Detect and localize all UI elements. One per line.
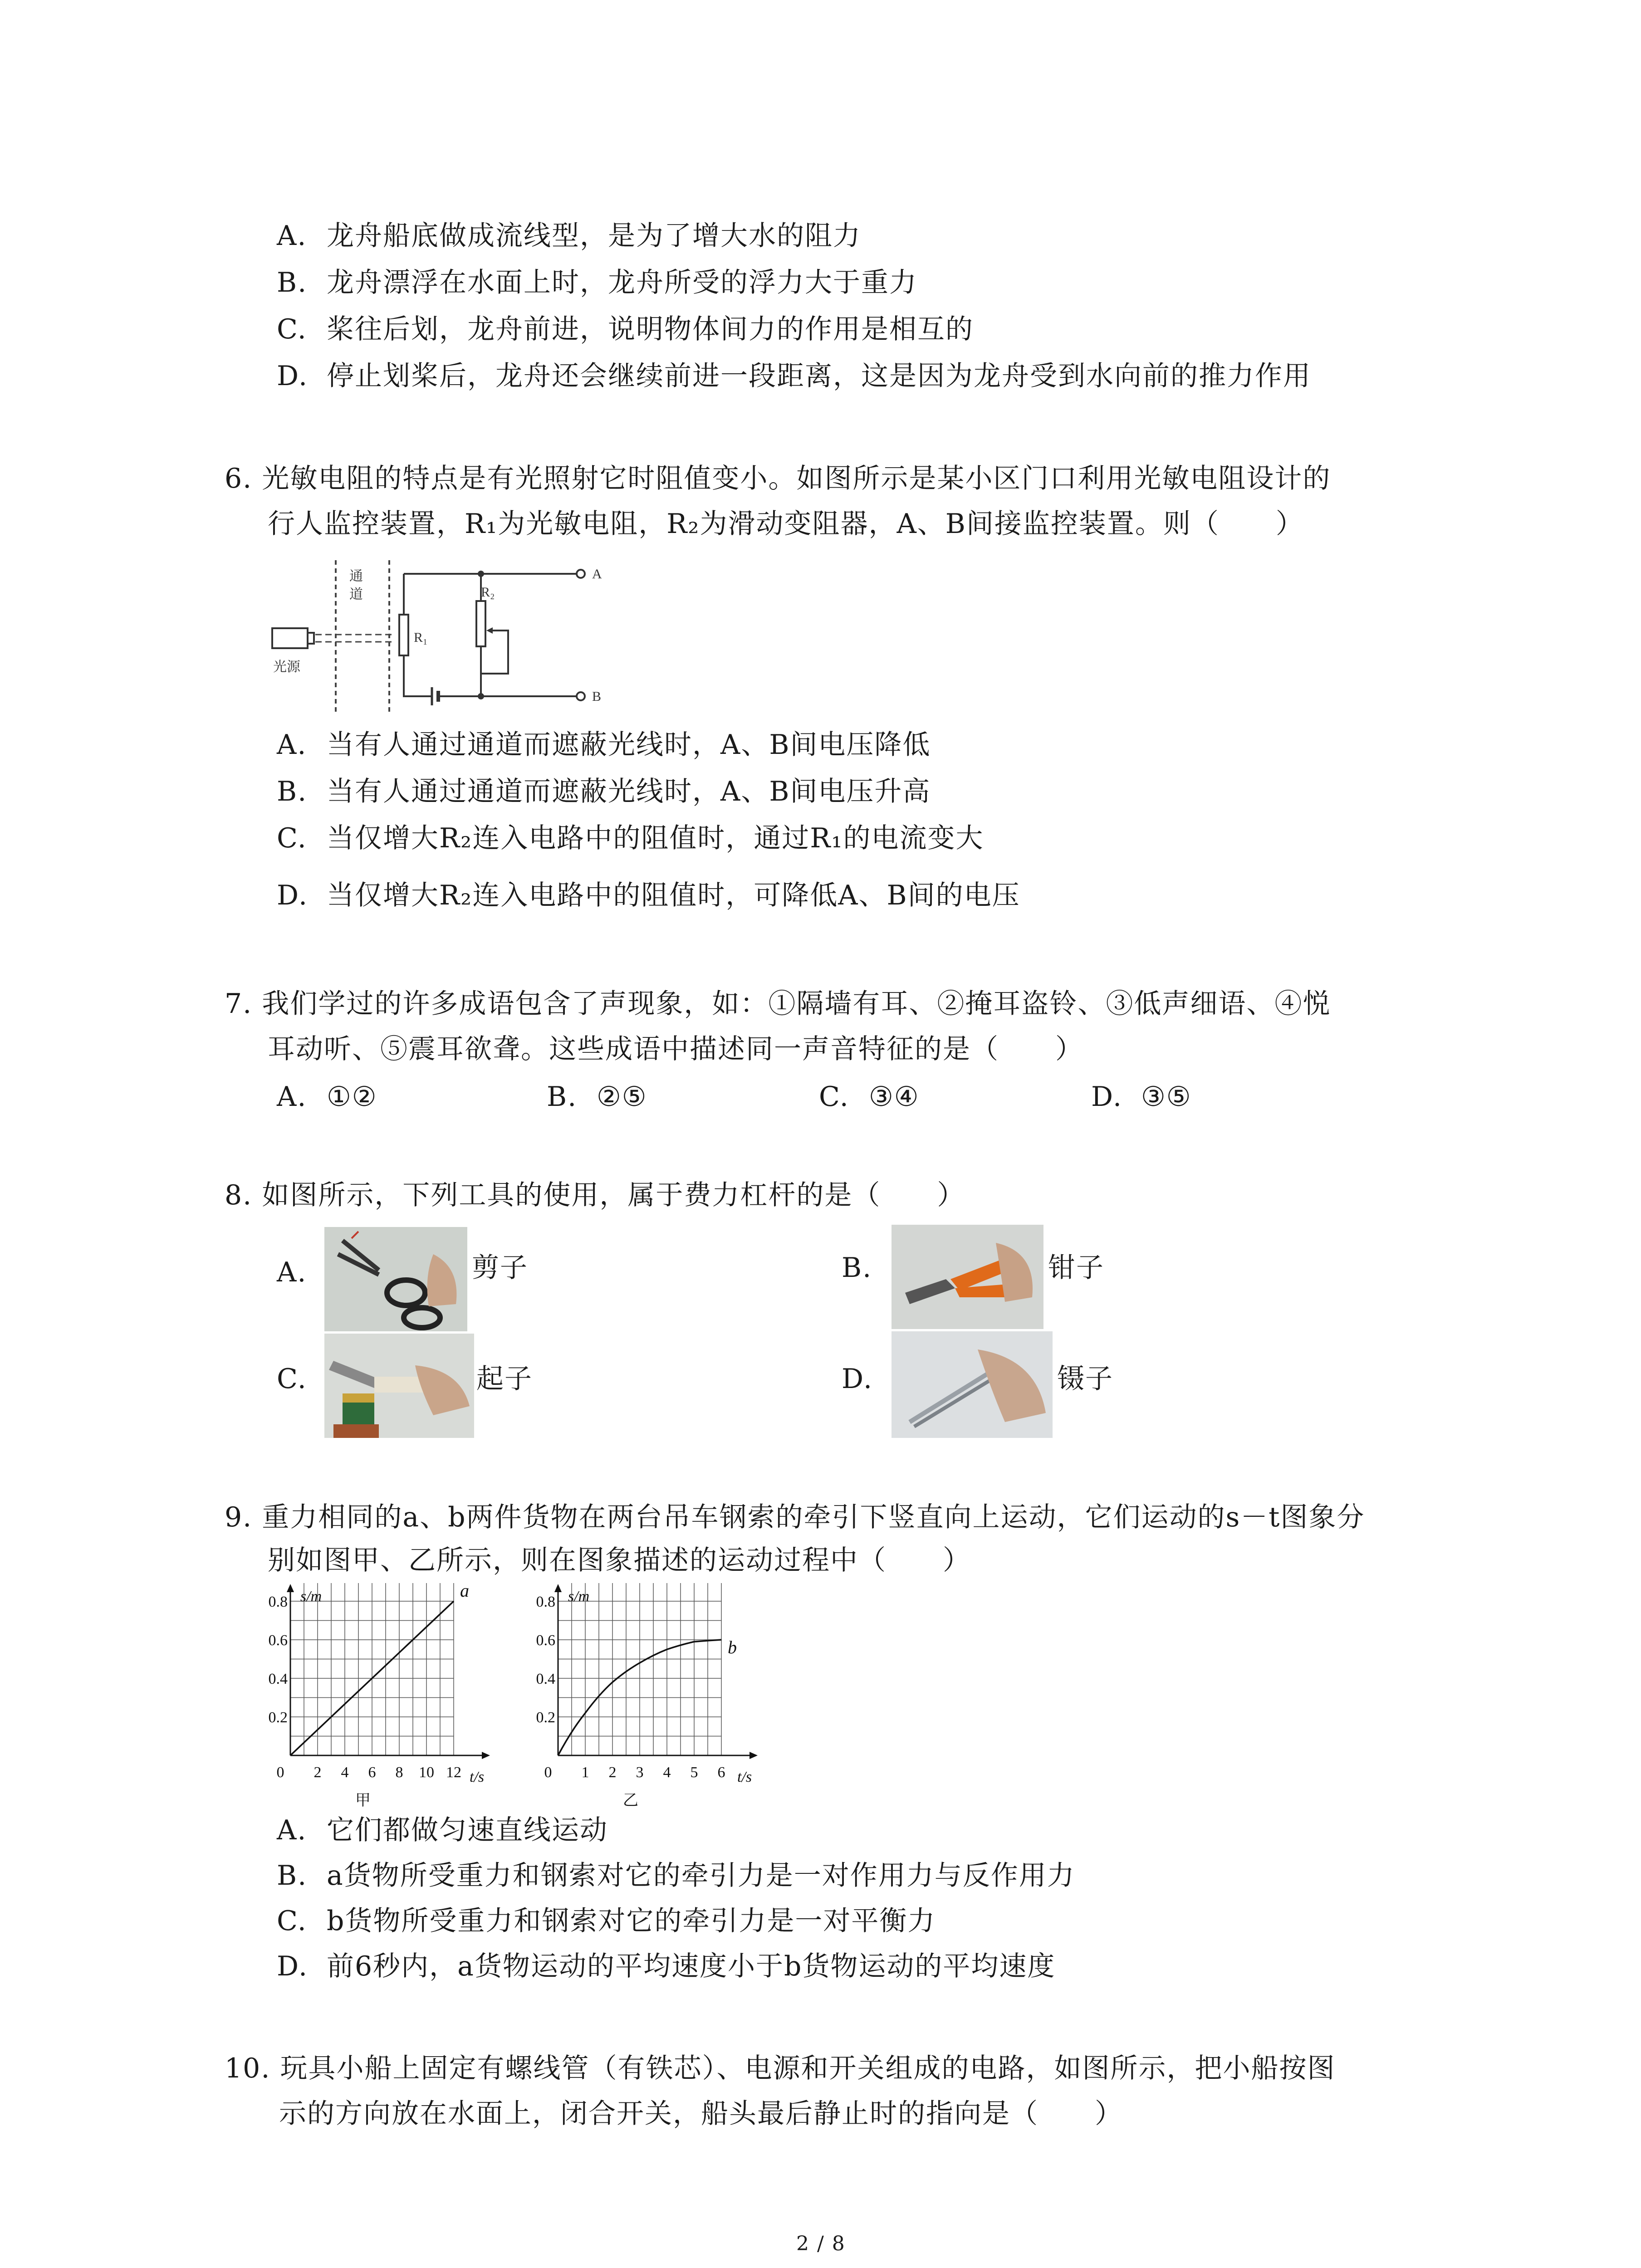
q7-option-c bbox=[819, 1081, 920, 1113]
tweezers-icon bbox=[892, 1331, 1053, 1438]
x-tick-label: 8 bbox=[395, 1764, 403, 1781]
q7-stem-line1: 7. 我们学过的许多成语包含了声现象，如：①隔墙有耳、②掩耳盗铃、③低声细语、④悦 bbox=[225, 988, 1331, 1020]
q9-option-c bbox=[277, 1907, 936, 1935]
q8-option-c-text: 起子 bbox=[476, 1363, 533, 1395]
option-text: 龙舟船底做成流线型，是为了增大水的阻力 bbox=[327, 220, 861, 252]
option-letter: A. bbox=[277, 220, 307, 252]
option-text: ②⑤ bbox=[597, 1081, 647, 1113]
q8-option-a-text: 剪子 bbox=[472, 1252, 528, 1284]
option-text: 当仅增大R₂连入电路中的阻值时，可降低A、B间的电压 bbox=[327, 880, 1020, 911]
q5-option-b bbox=[277, 269, 917, 296]
series-label-a: a bbox=[460, 1583, 469, 1601]
x-tick-label: 1 bbox=[581, 1764, 589, 1781]
option-letter: B. bbox=[277, 1860, 308, 1892]
q8-option-b-letter: B. bbox=[842, 1252, 872, 1284]
option-letter: A. bbox=[277, 729, 307, 761]
x-axis-label: t/s bbox=[470, 1769, 485, 1785]
tweezers-photo bbox=[892, 1331, 1053, 1438]
option-text: ①② bbox=[327, 1081, 377, 1113]
x-tick-label: 5 bbox=[690, 1764, 698, 1781]
y-axis-arrow bbox=[554, 1584, 562, 1592]
q5-option-d bbox=[277, 362, 1311, 390]
x-axis-arrow bbox=[482, 1752, 490, 1759]
origin-label: 0 bbox=[276, 1764, 284, 1781]
y-tick-label: 0.6 bbox=[536, 1632, 555, 1649]
x-tick-label: 2 bbox=[314, 1764, 322, 1781]
origin-label: 0 bbox=[544, 1764, 552, 1781]
r1-resistor bbox=[399, 615, 408, 655]
q7-option-d bbox=[1091, 1081, 1192, 1113]
chart-yi bbox=[526, 1583, 808, 1814]
y-tick-label: 0.4 bbox=[268, 1671, 288, 1687]
chart-jia bbox=[259, 1583, 540, 1814]
q5-option-a bbox=[277, 220, 861, 252]
y-tick-label: 0.6 bbox=[268, 1632, 288, 1649]
r1-label: R₁ bbox=[414, 630, 428, 645]
terminal-b-label: B bbox=[592, 689, 602, 704]
option-text: 当有人通过通道而遮蔽光线时，A、B间电压降低 bbox=[327, 729, 931, 761]
q8-stem: 8. 如图所示，下列工具的使用，属于费力杠杆的是（ ） bbox=[225, 1179, 965, 1211]
option-text: 当仅增大R₂连入电路中的阻值时，通过R₁的电流变大 bbox=[327, 822, 984, 854]
page-number: 2 / 8 bbox=[796, 2232, 846, 2255]
light-source-box bbox=[272, 628, 308, 648]
y-axis-label: s/m bbox=[568, 1588, 590, 1605]
bottle-opener-icon bbox=[324, 1334, 474, 1438]
option-letter: B. bbox=[277, 776, 308, 807]
q9-stem-line2: 别如图甲、乙所示，则在图象描述的运动过程中（ ） bbox=[268, 1545, 971, 1576]
option-letter: A. bbox=[277, 1081, 307, 1113]
option-letter: C. bbox=[277, 1905, 307, 1937]
option-text: a货物所受重力和钢索对它的牵引力是一对作用力与反作用力 bbox=[327, 1860, 1075, 1892]
q8-option-c-letter: C. bbox=[277, 1363, 307, 1395]
q6-stem-line2: 行人监控装置，R₁为光敏电阻，R₂为滑动变阻器，A、B间接监控装置。则（ ） bbox=[268, 508, 1304, 540]
channel-label-1: 通 bbox=[349, 569, 363, 584]
option-text: 前6秒内，a货物运动的平均速度小于b货物运动的平均速度 bbox=[327, 1950, 1056, 1982]
option-letter: D. bbox=[1091, 1081, 1123, 1113]
r2-label: R₂ bbox=[481, 585, 495, 600]
pliers-photo bbox=[892, 1225, 1043, 1329]
q6-option-d bbox=[277, 882, 1020, 909]
bottle-opener-photo bbox=[324, 1334, 474, 1438]
series-label-b: b bbox=[728, 1637, 737, 1657]
option-letter: D. bbox=[277, 880, 309, 911]
x-tick-label: 3 bbox=[636, 1764, 644, 1781]
y-axis-label: s/m bbox=[300, 1588, 322, 1605]
q9-option-d bbox=[277, 1950, 1056, 1982]
scissors-icon bbox=[324, 1227, 467, 1331]
terminal-a-label: A bbox=[592, 567, 602, 582]
option-text: ③⑤ bbox=[1141, 1081, 1192, 1113]
option-letter: C. bbox=[277, 313, 307, 345]
q10-stem-line1: 10. 玩具小船上固定有螺线管（有铁芯）、电源和开关组成的电路，如图所示，把小船按图 bbox=[225, 2053, 1336, 2084]
option-letter: D. bbox=[277, 360, 309, 392]
q6-circuit-figure bbox=[268, 551, 612, 719]
x-tick-label: 6 bbox=[368, 1764, 376, 1781]
q6-option-c bbox=[277, 822, 984, 854]
q8-option-b-text: 钳子 bbox=[1048, 1252, 1104, 1284]
q8-option-d-text: 镊子 bbox=[1057, 1363, 1113, 1395]
x-tick-label: 6 bbox=[717, 1764, 725, 1781]
option-letter: B. bbox=[547, 1081, 578, 1113]
y-tick-label: 0.8 bbox=[268, 1593, 288, 1610]
option-text: 当有人通过通道而遮蔽光线时，A、B间电压升高 bbox=[327, 776, 931, 807]
option-letter: C. bbox=[819, 1081, 849, 1113]
x-axis-arrow bbox=[749, 1752, 758, 1759]
x-axis-label: t/s bbox=[737, 1769, 752, 1785]
x-tick-label: 4 bbox=[663, 1764, 671, 1781]
q6-option-a bbox=[277, 729, 931, 761]
q9-option-b bbox=[277, 1860, 1075, 1892]
q8-option-a-letter: A. bbox=[277, 1256, 307, 1288]
y-tick-label: 0.8 bbox=[536, 1593, 555, 1610]
y-tick-label: 0.2 bbox=[268, 1709, 288, 1726]
option-text: 它们都做匀速直线运动 bbox=[327, 1814, 608, 1846]
q5-option-c bbox=[277, 313, 974, 345]
q9-stem-line1: 9. 重力相同的a、b两件货物在两台吊车钢索的牵引下竖直向上运动，它们运动的s－t图象分 bbox=[225, 1501, 1365, 1533]
y-tick-label: 0.4 bbox=[536, 1671, 555, 1687]
chart-caption: 乙 bbox=[623, 1792, 638, 1809]
x-tick-label: 10 bbox=[419, 1764, 434, 1781]
x-tick-label: 12 bbox=[446, 1764, 461, 1781]
q6-stem-line1: 6. 光敏电阻的特点是有光照射它时阻值变小。如图所示是某小区门口利用光敏电阻设计的 bbox=[225, 463, 1331, 494]
channel-label-2: 道 bbox=[349, 587, 363, 602]
option-letter: B. bbox=[277, 267, 308, 298]
option-text: 龙舟漂浮在水面上时，龙舟所受的浮力大于重力 bbox=[327, 267, 917, 298]
option-letter: A. bbox=[277, 1814, 307, 1846]
q9-option-a bbox=[277, 1814, 608, 1846]
light-source-label: 光源 bbox=[273, 660, 300, 675]
q10-stem-line2: 示的方向放在水面上，闭合开关，船头最后静止时的指向是（ ） bbox=[279, 2098, 1123, 2130]
option-text: 停止划桨后，龙舟还会继续前进一段距离，这是因为龙舟受到水向前的推力作用 bbox=[327, 360, 1311, 392]
option-letter: C. bbox=[277, 822, 307, 854]
option-text: ③④ bbox=[869, 1081, 920, 1113]
q7-option-a bbox=[277, 1081, 377, 1113]
pliers-icon bbox=[892, 1225, 1043, 1329]
q7-stem-line2: 耳动听、⑤震耳欲聋。这些成语中描述同一声音特征的是（ ） bbox=[268, 1033, 1083, 1065]
chart-caption: 甲 bbox=[355, 1792, 371, 1809]
y-axis-arrow bbox=[287, 1584, 294, 1592]
scissors-photo bbox=[324, 1227, 467, 1331]
r2-resistor bbox=[476, 601, 485, 646]
y-tick-label: 0.2 bbox=[536, 1709, 555, 1726]
option-text: b货物所受重力和钢索对它的牵引力是一对平衡力 bbox=[327, 1905, 936, 1937]
q6-option-b bbox=[277, 778, 931, 805]
option-letter: D. bbox=[277, 1950, 309, 1982]
x-tick-label: 4 bbox=[341, 1764, 349, 1781]
q7-option-b bbox=[547, 1081, 647, 1113]
q8-option-d-letter: D. bbox=[842, 1363, 873, 1395]
x-tick-label: 2 bbox=[608, 1764, 617, 1781]
option-text: 桨往后划，龙舟前进，说明物体间力的作用是相互的 bbox=[327, 313, 974, 345]
